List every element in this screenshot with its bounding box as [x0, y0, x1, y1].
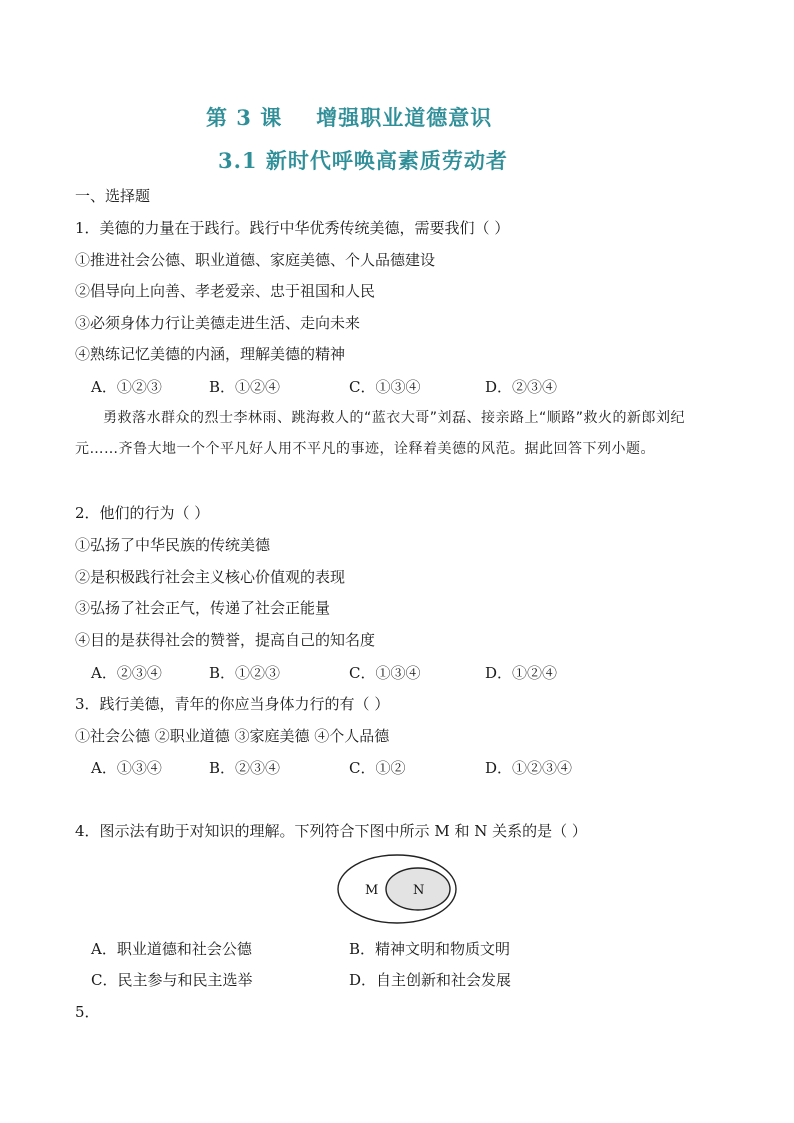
q4-stem: 4．图示法有助于对知识的理解。下列符合下图中所示 M 和 N 关系的是（ ） — [75, 822, 587, 840]
lesson-title — [206, 102, 492, 132]
q2-item-2: ②是积极践行社会主义核心价值观的表现 — [75, 568, 346, 586]
q3-option-c: C．①② — [349, 759, 406, 777]
q1-item-3: ③必须身体力行让美德走进生活、走向未来 — [75, 314, 361, 332]
q3-stem: 3．践行美德，青年的你应当身体力行的有（ ） — [75, 695, 390, 713]
q4-option-c: C．民主参与和民主选举 — [91, 971, 253, 989]
label-m: M — [365, 883, 379, 898]
q1-option-b: B．①②④ — [209, 378, 281, 396]
q1-item-4: ④熟练记忆美德的内涵，理解美德的精神 — [75, 345, 346, 363]
q1-option-a: A．①②③ — [91, 378, 162, 396]
q5-number: 5． — [75, 1003, 100, 1021]
q3-option-b: B．②③④ — [209, 759, 281, 777]
q1-stem: 1．美德的力量在于践行。践行中华优秀传统美德，需要我们（ ） — [75, 219, 510, 237]
section-title: 3.1 新时代呼唤高素质劳动者 — [218, 148, 508, 173]
label-n: N — [413, 883, 425, 898]
q2-option-b: B．①②③ — [209, 664, 281, 682]
q2-option-c: C．①③④ — [349, 664, 421, 682]
q2-option-a: A．②③④ — [91, 664, 162, 682]
lesson-number: 第 3 课 — [206, 105, 283, 130]
mn-relation-diagram — [336, 853, 458, 925]
q2-stem: 2．他们的行为（ ） — [75, 504, 210, 522]
q4-option-b: B．精神文明和物质文明 — [349, 940, 511, 958]
q1-option-d: D．②③④ — [485, 378, 558, 396]
q1-item-2: ②倡导向上向善、孝老爱亲、忠于祖国和人民 — [75, 282, 376, 300]
q2-item-1: ①弘扬了中华民族的传统美德 — [75, 536, 271, 554]
section-heading: 一、选择题 — [75, 187, 151, 205]
q3-item-1: ①社会公德 ②职业道德 ③家庭美德 ④个人品德 — [75, 727, 390, 745]
q4-option-a: A．职业道德和社会公德 — [91, 940, 252, 958]
q3-option-a: A．①③④ — [91, 759, 162, 777]
q1-option-c: C．①③④ — [349, 378, 421, 396]
lesson-name: 增强职业道德意识 — [316, 105, 493, 130]
q2-option-d: D．①②④ — [485, 664, 558, 682]
q1-item-1: ①推进社会公德、职业道德、家庭美德、个人品德建设 — [75, 251, 436, 269]
q2-item-4: ④目的是获得社会的赞誉，提高自己的知名度 — [75, 631, 376, 649]
q3-option-d: D．①②③④ — [485, 759, 573, 777]
reading-passage — [75, 403, 725, 465]
q2-item-3: ③弘扬了社会正气，传递了社会正能量 — [75, 599, 331, 617]
q4-option-d: D．自主创新和社会发展 — [349, 971, 512, 989]
passage-text: 勇救落水群众的烈士李林雨、跳海救人的“蓝衣大哥”刘磊、接亲路上“顺路”救火的新郎刘纪元……齐鲁大地一个个平凡好人用不平凡的事迹，诠释着美德的风范。据此回答下列小题。 — [75, 410, 686, 457]
